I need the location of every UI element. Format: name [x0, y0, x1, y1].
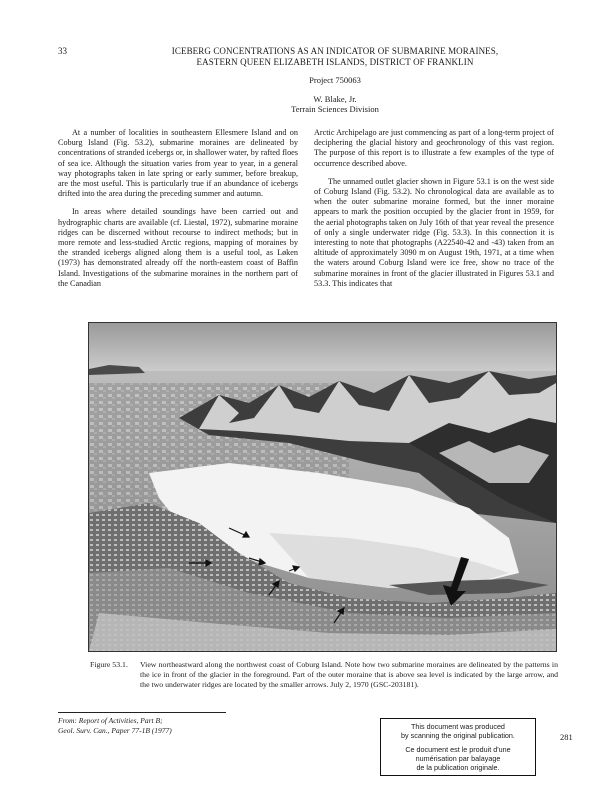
notice-english-2: by scanning the original publication. — [401, 731, 515, 740]
aerial-photo-illustration — [89, 323, 556, 651]
source-line-1: From: Report of Activities, Part B; — [58, 716, 163, 725]
notice-french-2: numérisation par balayage — [415, 754, 501, 763]
notice-french-3: de la publication originale. — [416, 763, 500, 772]
figure-caption — [90, 660, 558, 690]
footer-divider — [58, 712, 226, 713]
right-column — [314, 128, 554, 297]
left-column — [58, 128, 298, 297]
figure-label: Figure 53.1. — [90, 660, 128, 669]
source-line-2: Geol. Surv. Can., Paper 77-1B (1977) — [58, 726, 172, 735]
author-block — [150, 94, 520, 114]
source-citation — [58, 716, 172, 736]
page-number-top: 33 — [58, 46, 67, 56]
left-paragraph-1: At a number of localities in southeastern Ellesmere Island and on Coburg Island (Fig. 53.2), submarine moraines are delineated by concentrations of stranded icebergs or, in shallower water, by rafted floes of sea ice. Although the situation varies from year to year, in a general way photographs taken in late spring or early summer, before breakup, are the most useful. This is particularly true if an abundance of icebergs drifted into the area during the preceding summer and autumn. — [58, 128, 298, 199]
right-paragraph-2: The unnamed outlet glacier shown in Figure 53.1 is on the west side of Coburg Island (Fig. 53.2). No chronological data are available as to when the outer submarine moraine formed, but the inner moraine appears to mark the position occupied by the glacier front in 1959, for the aerial photographs taken on July 16th of that year reveal the presence of only a single underwater ridge (Fig. 53.3). In this connection it is interesting to note that photographs (A22540-42 and -43) taken from an altitude of approximately 3090 m on August 19th, 1971, at a time when the waters around Coburg Island were ice free, show no trace of the submarine moraines in front of the glacier illustrated in Figures 53.1 and 53.3. This indicates that — [314, 176, 554, 288]
notice-french-1: Ce document est le produit d'une — [405, 745, 511, 754]
figure-caption-text: View northeastward along the northwest coast of Coburg Island. Note how two submarine moraines are delineated by the patterns in the ice in front of the glacier in the foreground. Part of the outer moraine that is above sea level is indicated by the large arrow, and the two underwater ridges are located by the smaller arrows. July 2, 1970 (GSC-203181). — [140, 660, 558, 689]
scan-notice-box — [380, 718, 536, 776]
title-line-1: ICEBERG CONCENTRATIONS AS AN INDICATOR OF SUBMARINE MORAINES, — [171, 46, 499, 56]
article-title — [150, 46, 520, 68]
left-paragraph-2: In areas where detailed soundings have been carried out and hydrographic charts are available (cf. Liestøl, 1972), submarine moraine ridges can be discerned without recourse to indirect methods; but in more remote and less-studied Arctic regions, mapping of moraines by the stranded icebergs aligned along them is a useful tool, as Løken (1973) has demonstrated already off the north-eastern coast of Baffin Island. Investigations of the submarine moraines in the northern part of the Canadian — [58, 207, 298, 288]
author-name: W. Blake, Jr. — [313, 94, 357, 104]
project-number: Project 750063 — [309, 75, 361, 85]
notice-english-1: This document was produced — [411, 722, 505, 731]
page-number-bottom: 281 — [560, 732, 573, 742]
figure-photo — [88, 322, 557, 652]
author-affiliation: Terrain Sciences Division — [291, 104, 379, 114]
right-paragraph-1: Arctic Archipelago are just commencing as part of a long-term project of deciphering the glacial history and geochronology of this vast region. The purpose of this report is to illustrate a few examples of the type of occurrence described above. — [314, 128, 554, 168]
title-line-2: EASTERN QUEEN ELIZABETH ISLANDS, DISTRICT OF FRANKLIN — [196, 57, 474, 67]
